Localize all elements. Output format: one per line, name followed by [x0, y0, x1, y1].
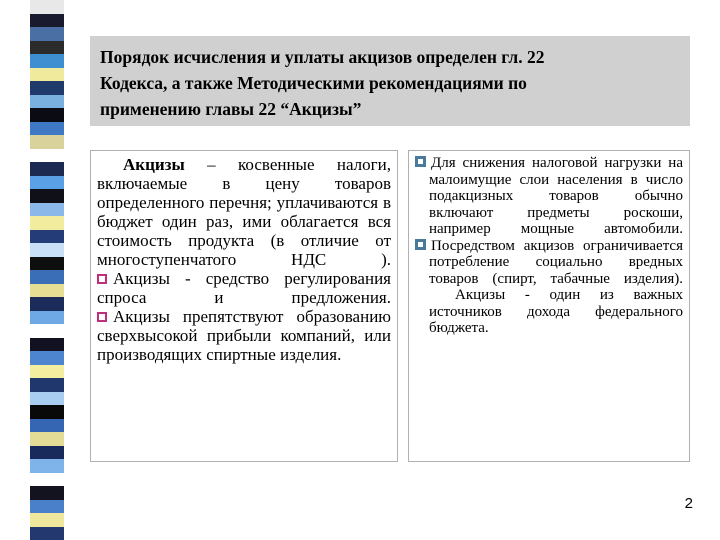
excise-definition-paragraph: [97, 155, 391, 269]
stripe-segment: [30, 527, 64, 540]
stripe-segment: [30, 216, 64, 230]
stripe-segment: [30, 392, 64, 406]
stripe-segment: [30, 338, 64, 352]
title-line: применению главы 22 “Акцизы”: [100, 99, 362, 119]
profit-text: Акцизы препятствуют образованию сверхвысокой прибыли компаний, или производящих спиртные изделия.: [97, 307, 391, 364]
stripe-segment: [30, 459, 64, 473]
stripe-segment: [30, 68, 64, 82]
title-line: Порядок исчисления и уплаты акцизов определен гл. 22: [100, 47, 545, 67]
stripe-segment: [30, 230, 64, 244]
stripe-segment: [30, 446, 64, 460]
excise-definition-text: – косвенные налоги, включаемые в цену товаров определенного перечня; уплачиваются в бюджет один раз, ими облагается вся стоимость продукта (в отличие от многоступенчатого НДС ).: [97, 155, 391, 269]
stripe-segment: [30, 351, 64, 365]
square-bullet-icon: [415, 239, 426, 250]
profit-paragraph: [97, 307, 391, 364]
stripe-segment: [30, 324, 64, 338]
stripe-segment: [30, 419, 64, 433]
stripe-segment: [30, 41, 64, 55]
stripe-segment: [30, 378, 64, 392]
stripe-segment: [30, 0, 64, 14]
square-bullet-icon: [97, 274, 107, 284]
stripe-segment: [30, 297, 64, 311]
stripe-segment: [30, 243, 64, 257]
stripe-segment: [30, 311, 64, 325]
left-text-panel: [90, 150, 398, 462]
stripe-segment: [30, 108, 64, 122]
stripe-segment: [30, 149, 64, 163]
stripe-segment: [30, 365, 64, 379]
stripe-segment: [30, 162, 64, 176]
stripe-segment: [30, 500, 64, 514]
regulation-paragraph: [97, 269, 391, 307]
stripe-segment: [30, 189, 64, 203]
harmful-goods-text: Посредством акцизов ограничивается потребление социально вредных товаров (спирт, табачные изделия).: [429, 237, 683, 287]
tax-burden-paragraph: [429, 155, 683, 238]
page-number: 2: [684, 495, 693, 512]
stripe-segment: [30, 135, 64, 149]
stripe-segment: [30, 81, 64, 95]
stripe-segment: [30, 405, 64, 419]
stripe-segment: [30, 122, 64, 136]
square-bullet-icon: [415, 156, 426, 167]
excise-term: Акцизы: [123, 155, 185, 174]
stripe-segment: [30, 270, 64, 284]
regulation-text: Акцизы - средство регулирования спроса и предложения.: [97, 269, 391, 307]
budget-source-text: Акцизы - один из важных источников дохода федерального бюджета.: [429, 287, 683, 336]
square-bullet-icon: [97, 312, 107, 322]
stripe-segment: [30, 432, 64, 446]
stripe-segment: [30, 203, 64, 217]
stripe-segment: [30, 257, 64, 271]
tax-burden-text: Для снижения налоговой нагрузки на малоимущие слои населения в число подакцизных товаров обычно включают предметы роскоши, например мощные автомобили.: [429, 155, 683, 237]
stripe-segment: [30, 27, 64, 41]
stripe-segment: [30, 176, 64, 190]
slide-title: [90, 36, 690, 126]
stripe-segment: [30, 486, 64, 500]
right-text-panel: [408, 150, 690, 462]
stripe-segment: [30, 513, 64, 527]
harmful-goods-paragraph: [429, 238, 683, 288]
stripe-segment: [30, 284, 64, 298]
stripe-segment: [30, 14, 64, 28]
decorative-stripe-bar: [30, 0, 64, 540]
stripe-segment: [30, 54, 64, 68]
stripe-segment: [30, 95, 64, 109]
stripe-segment: [30, 473, 64, 487]
budget-source-paragraph: [429, 287, 683, 337]
title-line: Кодекса, а также Методическими рекомендациями по: [100, 73, 527, 93]
